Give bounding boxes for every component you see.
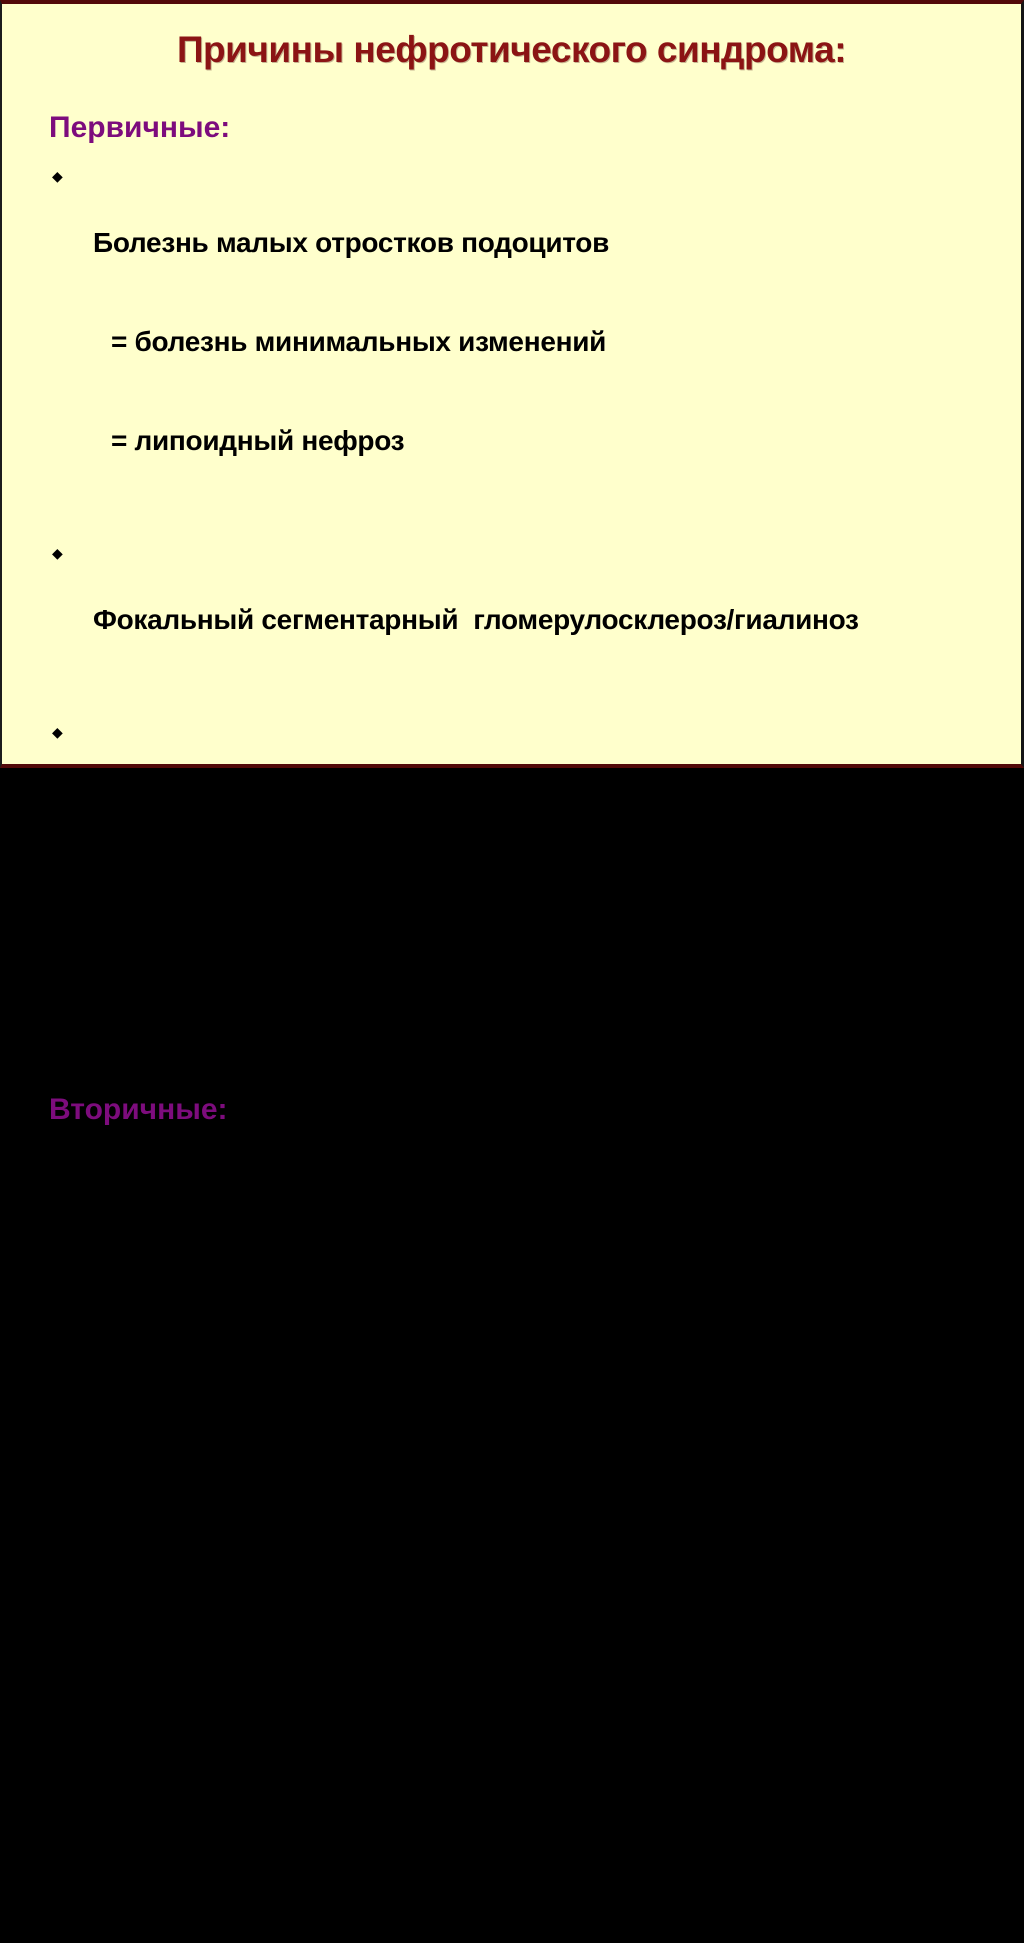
list-item [49, 895, 991, 1060]
slide-content [2, 110, 1021, 1943]
diamond-bullet-icon: ◆ [52, 903, 63, 919]
section-primary-items [49, 160, 991, 1060]
list-item-text [93, 1566, 991, 1731]
item-line: Мембранозная нефропатия [93, 783, 471, 814]
diamond-bullet-icon: ◆ [52, 1574, 63, 1590]
list-item [49, 160, 991, 523]
section-secondary-items [49, 1142, 991, 1943]
list-item-text [93, 716, 991, 881]
item-line: Вторичный амилоидоз (РА, хронических воспалительных заболеваниях, в т.ч. нагноительных). [93, 1209, 898, 1273]
list-item [49, 1566, 991, 1731]
item-line: Фокальный сегментарный гломерулосклероз/гиалиноз [93, 604, 859, 635]
diamond-bullet-icon: ◆ [52, 1362, 63, 1378]
list-item [49, 1354, 991, 1552]
item-line-sub: = болезнь минимальных изменений [111, 326, 607, 357]
section-secondary-heading: Вторичные: [49, 1093, 228, 1126]
list-item [49, 1142, 991, 1340]
list-item-text [93, 160, 991, 523]
slide-title: Причины нефротического синдрома: [176, 29, 847, 70]
item-line-sub: = липоидный нефроз [111, 425, 405, 456]
list-item-text [93, 1745, 991, 1943]
list-item [49, 537, 991, 702]
diamond-bullet-icon: ◆ [52, 545, 63, 561]
diamond-bullet-icon: ◆ [52, 168, 63, 184]
item-line: Бактериальный эндокардит. [93, 1633, 483, 1664]
section-secondary [49, 1092, 991, 1943]
item-line: Мезангиокапиллярный гломерулонефрит [93, 962, 665, 993]
item-line: Системные заболевания (СКВ, геморрагический васкулит Шенляйн-Геноха, системная склеродермия) [93, 1421, 893, 1485]
diamond-bullet-icon: ◆ [52, 1150, 63, 1166]
list-item-text [93, 1142, 991, 1340]
list-item-text [93, 1354, 991, 1552]
diamond-bullet-icon: ◆ [52, 724, 63, 740]
section-primary-heading: Первичные: [49, 111, 231, 144]
list-item [49, 1745, 991, 1943]
section-primary [49, 110, 991, 1060]
list-item-text [93, 537, 991, 702]
item-line: Опухолевые заболевания (рак почки, легкого, кишечника, лимфомах). [93, 1812, 891, 1876]
list-item [49, 716, 991, 881]
diamond-bullet-icon: ◆ [52, 1753, 63, 1769]
item-line: Болезнь малых отростков подоцитов [93, 227, 610, 258]
list-item-text [93, 895, 991, 1060]
